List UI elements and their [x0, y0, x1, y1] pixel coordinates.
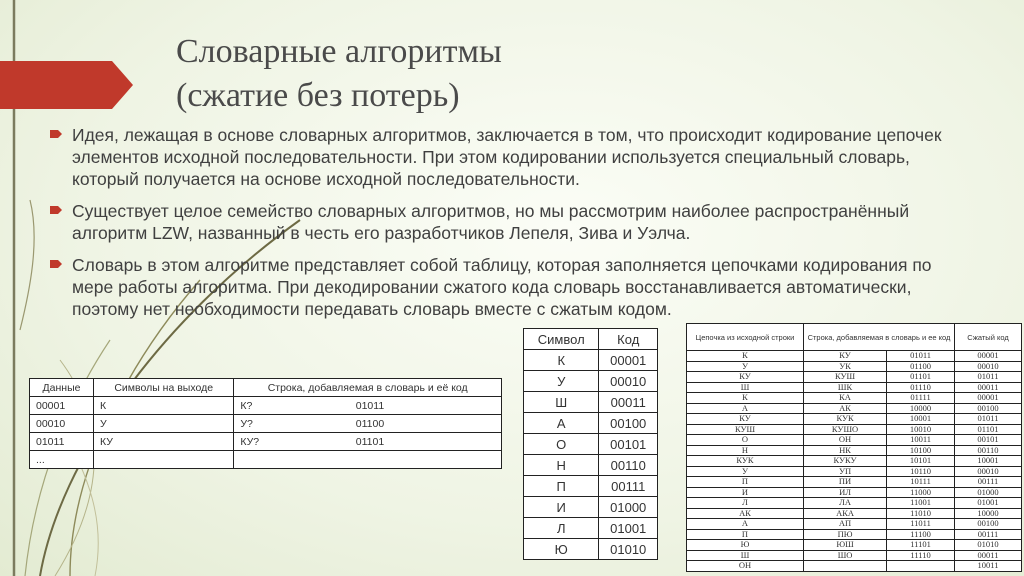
- column-header: Строка, добавляемая в словарь и её код: [234, 379, 502, 397]
- table-cell: 01011: [955, 372, 1022, 383]
- table-cell: 00001: [955, 351, 1022, 362]
- table-row: [687, 456, 1022, 467]
- encode-table: [686, 323, 1022, 572]
- table-cell: Ш: [524, 392, 599, 413]
- table-header-row: [687, 324, 1022, 351]
- table-cell: 00010: [30, 415, 94, 433]
- table-row: [524, 371, 658, 392]
- table-cell: ПИ: [804, 477, 887, 488]
- table-row: [687, 403, 1022, 414]
- table-cell: 01101: [887, 372, 955, 383]
- table-cell: 00011: [599, 392, 658, 413]
- title-line-2: (сжатие без потерь): [176, 77, 460, 114]
- table-cell: У: [687, 361, 804, 372]
- table-cell: 00001: [955, 393, 1022, 404]
- table-cell: 10000: [887, 403, 955, 414]
- title-line-1: Словарные алгоритмы: [176, 33, 502, 70]
- column-header: Символ: [524, 329, 599, 350]
- table-cell: 01111: [887, 393, 955, 404]
- table-cell: П: [687, 529, 804, 540]
- table-row: [687, 466, 1022, 477]
- table-cell: 00111: [955, 529, 1022, 540]
- table-row: [524, 434, 658, 455]
- table-cell: А: [524, 413, 599, 434]
- table-cell: 10011: [955, 561, 1022, 572]
- bullet-item: [50, 124, 970, 190]
- table-cell: 00011: [955, 382, 1022, 393]
- table-row: [524, 455, 658, 476]
- table-cell: П: [687, 477, 804, 488]
- table-row: [687, 351, 1022, 362]
- table-cell: О: [687, 435, 804, 446]
- table-cell: 00010: [955, 361, 1022, 372]
- table-cell: 01100: [350, 415, 502, 433]
- table-cell: Ю: [524, 539, 599, 560]
- table-cell: 01011: [30, 433, 94, 451]
- table-cell: 11001: [887, 498, 955, 509]
- table-cell: 00111: [599, 476, 658, 497]
- table-cell: КУК: [687, 456, 804, 467]
- table-row: [30, 415, 502, 433]
- table-row: [687, 540, 1022, 551]
- table-cell: У: [94, 415, 234, 433]
- table-cell: 01011: [955, 414, 1022, 425]
- table-cell: КУКУ: [804, 456, 887, 467]
- table-row: [687, 508, 1022, 519]
- table-cell: 01001: [599, 518, 658, 539]
- table-row: [687, 487, 1022, 498]
- table-cell: КА: [804, 393, 887, 404]
- table-cell: 10111: [887, 477, 955, 488]
- table-cell: 01000: [955, 487, 1022, 498]
- title-accent-arrow: [0, 61, 133, 109]
- table-row: [687, 372, 1022, 383]
- table-cell: ШО: [804, 550, 887, 561]
- table-cell: 01011: [350, 397, 502, 415]
- table-row: [524, 392, 658, 413]
- table-row: [687, 393, 1022, 404]
- table-cell: КУ: [804, 351, 887, 362]
- table-row: [524, 413, 658, 434]
- table-cell: 00100: [955, 403, 1022, 414]
- table-row: [30, 451, 502, 469]
- table-cell: 01010: [955, 540, 1022, 551]
- table-row: [524, 476, 658, 497]
- table-cell: 00010: [955, 466, 1022, 477]
- bullet-item: [50, 200, 970, 244]
- table-cell: 00101: [599, 434, 658, 455]
- table-cell: АКА: [804, 508, 887, 519]
- table-row: [30, 397, 502, 415]
- table-cell: Ш: [687, 382, 804, 393]
- table-cell: У: [524, 371, 599, 392]
- table-cell: 00111: [955, 477, 1022, 488]
- table-header-row: [524, 329, 658, 350]
- table-cell: И: [687, 487, 804, 498]
- table-cell: 01000: [599, 497, 658, 518]
- column-header: Цепочка из исходной строки: [687, 324, 804, 351]
- bullet-text: Словарь в этом алгоритме представляет собой таблицу, которая заполняется цепочками кодирования по мере работы алгоритма. При декодировании сжатого кода словарь восстанавливается автоматически, поэтому нет необходимости передавать словарь вместе с сжатым кодом.: [72, 255, 932, 319]
- bullet-text: Существует целое семейство словарных алгоритмов, но мы рассмотрим наиболее распространённый алгоритм LZW, названный в честь его разработчиков Лепеля, Зива и Уэлча.: [72, 201, 910, 243]
- table-row: [687, 424, 1022, 435]
- table-row: [687, 519, 1022, 530]
- table-row: [687, 529, 1022, 540]
- table-cell: 10010: [887, 424, 955, 435]
- table-cell: [887, 561, 955, 572]
- table-cell: 10001: [955, 456, 1022, 467]
- table-cell: ОН: [804, 435, 887, 446]
- table-cell: 11010: [887, 508, 955, 519]
- table-cell: 00011: [955, 550, 1022, 561]
- table-cell: А: [687, 403, 804, 414]
- table-cell: 11101: [887, 540, 955, 551]
- table-cell: 10100: [887, 445, 955, 456]
- table-cell: 00110: [955, 445, 1022, 456]
- table-cell: Л: [524, 518, 599, 539]
- table-cell: У: [687, 466, 804, 477]
- column-header: Сжатый код: [955, 324, 1022, 351]
- table-cell: 01101: [955, 424, 1022, 435]
- table-cell: [234, 451, 350, 469]
- table-cell: КУШО: [804, 424, 887, 435]
- table-cell: 00100: [955, 519, 1022, 530]
- slide-title: [176, 30, 502, 118]
- table-cell: 11011: [887, 519, 955, 530]
- table-cell: И: [524, 497, 599, 518]
- table-row: [687, 382, 1022, 393]
- table-cell: 11000: [887, 487, 955, 498]
- decode-table: [29, 378, 502, 469]
- table-cell: АК: [804, 403, 887, 414]
- column-header: Данные: [30, 379, 94, 397]
- bullet-item: [50, 254, 977, 320]
- table-cell: 01100: [887, 361, 955, 372]
- table-cell: 11110: [887, 550, 955, 561]
- table-cell: ЮШ: [804, 540, 887, 551]
- table-row: [687, 550, 1022, 561]
- table-cell: [804, 561, 887, 572]
- table-cell: А: [687, 519, 804, 530]
- table-cell: П: [524, 476, 599, 497]
- bullet-arrow-icon: [50, 204, 62, 216]
- table-row: [524, 518, 658, 539]
- table-row: [687, 435, 1022, 446]
- table-cell: КУ?: [234, 433, 350, 451]
- table-cell: 00010: [599, 371, 658, 392]
- table-cell: ЛА: [804, 498, 887, 509]
- table-cell: Н: [687, 445, 804, 456]
- table-cell: 10011: [887, 435, 955, 446]
- table-cell: 00101: [955, 435, 1022, 446]
- table-cell: 00100: [599, 413, 658, 434]
- table-cell: 01010: [599, 539, 658, 560]
- table-row: [687, 361, 1022, 372]
- table-cell: [94, 451, 234, 469]
- table-cell: 01110: [887, 382, 955, 393]
- table-row: [687, 445, 1022, 456]
- symbol-code-table: [523, 328, 658, 560]
- table-cell: 10101: [887, 456, 955, 467]
- table-cell: ИЛ: [804, 487, 887, 498]
- table-cell: АП: [804, 519, 887, 530]
- table-cell: 01001: [955, 498, 1022, 509]
- table-row: [524, 350, 658, 371]
- table-cell: Н: [524, 455, 599, 476]
- table-cell: К?: [234, 397, 350, 415]
- table-row: [687, 561, 1022, 572]
- table-cell: К: [687, 393, 804, 404]
- table-cell: ОН: [687, 561, 804, 572]
- table-cell: 10001: [887, 414, 955, 425]
- table-cell: К: [524, 350, 599, 371]
- table-cell: ...: [30, 451, 94, 469]
- table-cell: 10110: [887, 466, 955, 477]
- table-cell: Ю: [687, 540, 804, 551]
- bullet-arrow-icon: [50, 258, 62, 270]
- bullet-list: [50, 124, 970, 330]
- table-cell: 00001: [599, 350, 658, 371]
- table-cell: ПЮ: [804, 529, 887, 540]
- table-row: [687, 414, 1022, 425]
- bullet-arrow-icon: [50, 128, 62, 140]
- column-header: Символы на выходе: [94, 379, 234, 397]
- table-cell: Л: [687, 498, 804, 509]
- table-row: [687, 477, 1022, 488]
- table-cell: 01101: [350, 433, 502, 451]
- table-cell: [350, 451, 502, 469]
- table-cell: КУ: [94, 433, 234, 451]
- table-cell: К: [687, 351, 804, 362]
- table-cell: 00110: [599, 455, 658, 476]
- table-cell: АК: [687, 508, 804, 519]
- table-row: [687, 498, 1022, 509]
- table-cell: КУШ: [687, 424, 804, 435]
- table-cell: КУК: [804, 414, 887, 425]
- table-cell: У?: [234, 415, 350, 433]
- table-cell: О: [524, 434, 599, 455]
- column-header: Код: [599, 329, 658, 350]
- table-cell: КУ: [687, 414, 804, 425]
- table-row: [524, 539, 658, 560]
- table-cell: Ш: [687, 550, 804, 561]
- bullet-text: Идея, лежащая в основе словарных алгоритмов, заключается в том, что происходит кодирование цепочек элементов исходной последовательности. При этом кодировании используется специальный словарь, который получается на основе исходной последовательности.: [72, 125, 942, 189]
- table-cell: 10000: [955, 508, 1022, 519]
- table-cell: 01011: [887, 351, 955, 362]
- column-header: Строка, добавляемая в словарь и ее код: [804, 324, 955, 351]
- table-cell: К: [94, 397, 234, 415]
- table-cell: НК: [804, 445, 887, 456]
- table-cell: УК: [804, 361, 887, 372]
- table-cell: УП: [804, 466, 887, 477]
- table-row: [524, 497, 658, 518]
- table-header-row: [30, 379, 502, 397]
- table-cell: 00001: [30, 397, 94, 415]
- table-cell: КУ: [687, 372, 804, 383]
- table-cell: 11100: [887, 529, 955, 540]
- table-cell: КУШ: [804, 372, 887, 383]
- table-cell: ШК: [804, 382, 887, 393]
- table-row: [30, 433, 502, 451]
